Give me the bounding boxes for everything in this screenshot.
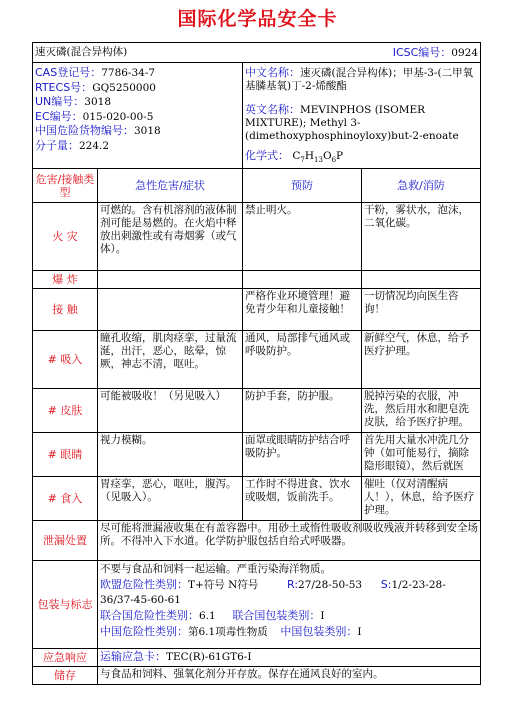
row-emergency-label: 应急响应 (33, 649, 98, 667)
ec-value: 015-020-00-5 (82, 110, 154, 123)
un-classification (100, 608, 478, 624)
row-spill-label: 泄漏处置 (33, 521, 98, 561)
col-first-aid-header: 急救/消防 (362, 169, 481, 203)
card-title: 国际化学品安全卡 (177, 8, 338, 30)
cn-class-label: 中国危险性类别： (100, 625, 188, 639)
s-phrases-value: 1/2-23-28-36/37-45-60-61 (100, 579, 446, 607)
emergency-cell (98, 649, 481, 667)
icsc-label: ICSC编号： (392, 45, 452, 59)
row-fire-label: 火 灾 (33, 203, 98, 271)
packaging-cell (98, 561, 481, 649)
rtecs-value: GQ5250000 (92, 81, 156, 94)
eu-class-label: 欧盟危险性类别： (100, 578, 188, 592)
storage-text: 与食品和饲料、强氧化剂分开存放。保存在通风良好的室内。 (98, 667, 481, 685)
explosion-prevention (243, 271, 362, 289)
icsc-value: 0924 (451, 46, 479, 59)
explosion-first-aid (362, 271, 481, 289)
contact-prevention: 严格作业环境管理！避免青少年和儿童接触！ (243, 289, 362, 331)
rtecs-label: RTECS号： (35, 80, 93, 94)
cn-dg-value: 3018 (134, 125, 161, 137)
cn-pack-label: 中国包装类别： (280, 625, 358, 639)
un-value: 3018 (84, 96, 112, 108)
cas-label: CAS登记号： (35, 66, 102, 79)
col-prevention-header: 预防 (243, 169, 362, 203)
ingestion-prevention: 工作时不得进食、饮水或吸烟，饭前洗手。 (243, 477, 362, 521)
row-inhalation-label: # 吸入 (33, 331, 98, 389)
row-contact-label: 接 触 (33, 289, 98, 331)
un-pack-value: I (320, 610, 325, 623)
row-explosion-label: 爆 炸 (33, 271, 98, 289)
contact-first-aid: 一切情况均向医生咨询！ (362, 289, 481, 331)
chemical-name: 速灭磷(混合异构体) (35, 45, 128, 58)
fire-first-aid: 干粉，雾状水，泡沫，二氧化碳。 (362, 203, 481, 271)
eyes-symptoms: 视力模糊。 (98, 433, 243, 477)
un-pack-label: 联合国包装类别： (232, 609, 321, 623)
ingestion-symptoms: 胃痉挛，恶心，呕吐，腹泻。（见吸入）。 (98, 477, 243, 521)
fire-prevention: 禁止明火。 (243, 203, 362, 271)
explosion-symptoms (98, 271, 243, 289)
spill-text: 尽可能将泄漏液收集在有盖容器中。用砂土或惰性吸收剂吸收残液并转移到安全场所。不得冲入下水道。化学防护服包括自给式呼吸器。 (98, 521, 481, 561)
inhalation-prevention: 通风，局部排气通风或呼吸防护。 (243, 331, 362, 389)
emergency-card-value: TEC(R)-61GT6-I (166, 651, 252, 664)
contact-symptoms (98, 289, 243, 331)
col-symptoms-header: 急性危害/症状 (98, 169, 243, 203)
formula-label: 化学式： (245, 149, 289, 162)
cn-name-label: 中文名称： (245, 66, 300, 79)
mw-value: 224.2 (79, 139, 110, 152)
skin-first-aid: 脱掉污染的衣服，冲洗，然后用水和肥皂洗皮肤，给予医疗护理。 (362, 389, 481, 433)
cn-classification (100, 624, 478, 640)
cas-value: 7786-34-7 (101, 67, 156, 79)
un-label: UN编号： (35, 95, 85, 108)
eyes-prevention: 面罩或眼睛防护结合呼吸防护。 (243, 433, 362, 477)
row-skin-label: # 皮肤 (33, 389, 98, 433)
header-row (33, 43, 481, 63)
emergency-card-label: 运输应急卡： (100, 650, 166, 664)
ec-label: EC编号： (35, 109, 83, 123)
cn-name-value: 速灭磷(混合异构体)；甲基-3-(二甲氧基膦基氧)丁-2-烯酸酯 (245, 67, 474, 92)
s-phrases-label: S: (380, 578, 392, 592)
eu-classification (100, 577, 478, 608)
identifiers-cell (33, 63, 243, 169)
formula-value: $C_7H_{13}O_6P$ (292, 150, 344, 165)
packaging-line1: 不要与食品和饲料一起运输。严重污染海洋物质。 (100, 563, 331, 576)
skin-symptoms: 可能被吸收！（另见吸入） (98, 389, 243, 433)
un-class-label: 联合国危险性类别： (100, 609, 199, 623)
names-cell (243, 63, 481, 169)
row-storage-label: 储存 (33, 667, 98, 685)
fire-symptoms: 可燃的。含有机溶剂的液体制剂可能是易燃的。在火焰中释放出刺激性或有毒烟雾（或气体）。 (98, 203, 243, 271)
ingestion-first-aid: 催吐（仅对清醒病人！），休息，给予医疗护理。 (362, 477, 481, 521)
r-phrases-value: 27/28-50-53 (298, 579, 363, 592)
eu-class-value: T+符号 N符号 (188, 579, 259, 592)
row-ingestion-label: # 食入 (33, 477, 98, 521)
safety-card-table (32, 42, 481, 685)
row-packaging-label: 包装与标志 (33, 561, 98, 649)
en-name-value: MEVINPHOS (ISOMER MIXTURE); Methyl 3-(dimethoxyphosphinoyloxy)but-2-enoate (245, 104, 459, 142)
row-eyes-label: # 眼睛 (33, 433, 98, 477)
col-type-header: 危害/接触类型 (33, 169, 98, 203)
en-name-label: 英文名称： (245, 103, 300, 116)
un-class-value: 6.1 (199, 610, 216, 623)
cn-pack-value: I (357, 626, 362, 639)
mw-label: 分子量： (35, 138, 79, 152)
inhalation-first-aid: 新鲜空气，休息，给予医疗护理。 (362, 331, 481, 389)
cn-class-value: 第6.1项毒性物质 (188, 626, 268, 639)
r-phrases-label: R: (287, 578, 299, 592)
skin-prevention: 防护手套，防护服。 (243, 389, 362, 433)
eyes-first-aid: 首先用大量水冲洗几分钟（如可能易行，摘除隐形眼镜），然后就医 (362, 433, 481, 477)
inhalation-symptoms: 瞳孔收缩，肌肉痉挛，过量流涎，出汗，恶心，眩晕，惊厥，神志不清，呕吐。 (98, 331, 243, 389)
cn-dg-label: 中国危险货物编号： (35, 124, 134, 137)
